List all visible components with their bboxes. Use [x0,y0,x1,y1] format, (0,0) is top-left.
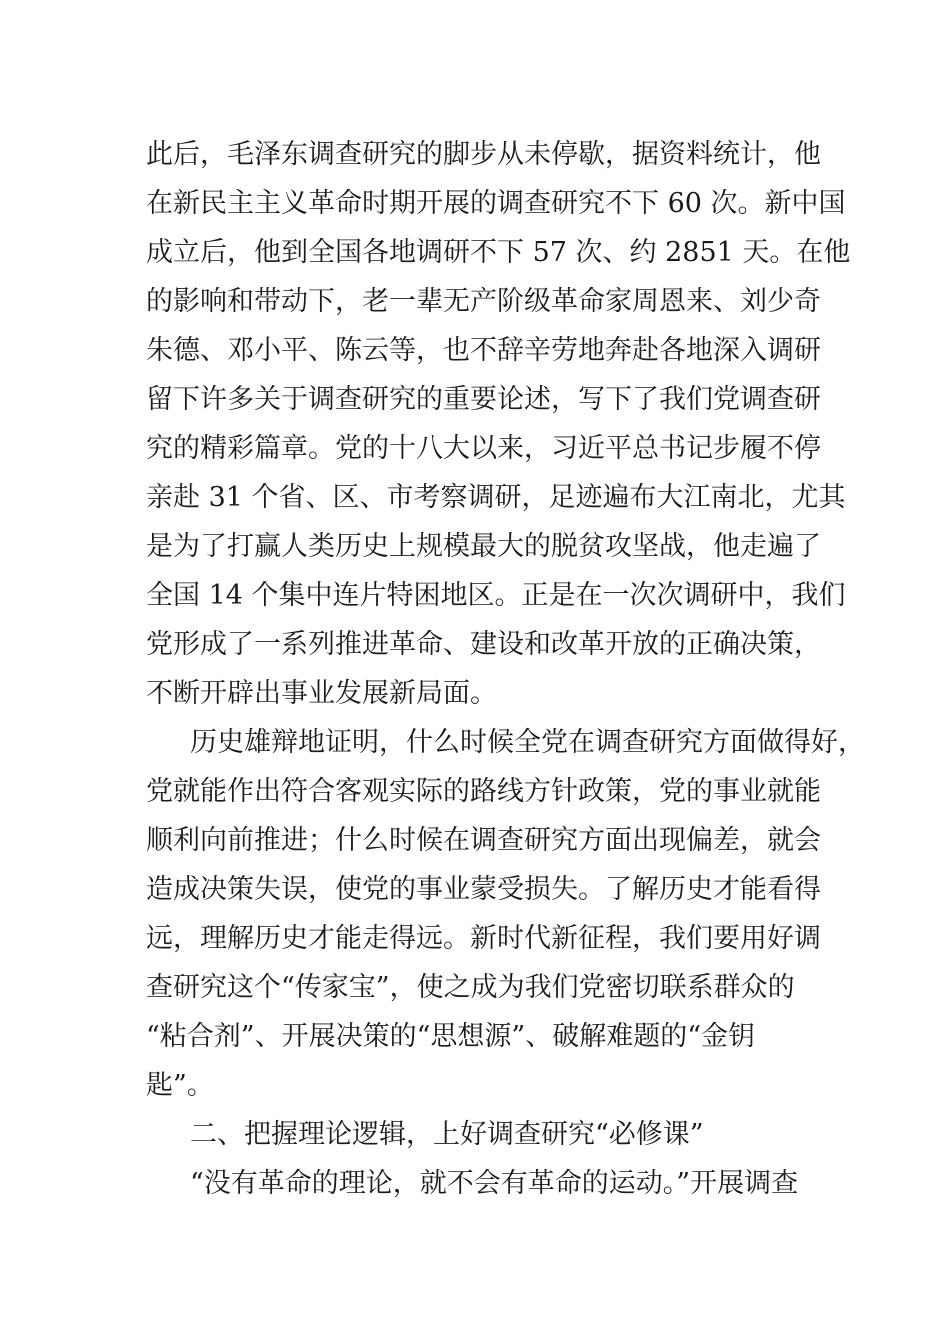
paragraph-1-line-2: 在新民主主义革命时期开展的调查研究不下 60 次。新中国 [146,188,846,219]
paragraph-1-line-12: 不断开辟出事业发展新局面。 [146,678,497,709]
paragraph-2-line-2: 党就能作出符合客观实际的路线方针政策，党的事业就能 [146,776,821,807]
paragraph-1-line-6: 留下许多关于调查研究的重要论述，写下了我们党调查研 [146,384,821,415]
paragraph-1-line-8: 亲赴 31 个省、区、市考察调研，足迹遍布大江南北，尤其 [146,482,846,513]
section-heading: 二、把握理论逻辑，上好调查研究“必修课” [190,1119,704,1150]
paragraph-2-line-5: 远，理解历史才能走得远。新时代新征程，我们要用好调 [146,923,821,954]
paragraph-2-line-6: 查研究这个“传家宝”，使之成为我们党密切联系群众的 [146,972,795,1003]
paragraph-1-line-10: 全国 14 个集中连片特困地区。正是在一次次调研中，我们 [146,580,846,611]
paragraph-2-line-3: 顺利向前推进；什么时候在调查研究方面出现偏差，就会 [146,825,821,856]
paragraph-1-line-11: 党形成了一系列推进革命、建设和改革开放的正确决策， [146,629,821,660]
paragraph-3-line-1: “没有革命的理论，就不会有革命的运动。”开展调查 [190,1168,799,1199]
paragraph-2-line-8: 匙”。 [146,1070,214,1101]
paragraph-2-line-4: 造成决策失误，使党的事业蒙受损失。了解历史才能看得 [146,874,821,905]
paragraph-2-line-7: “粘合剂”、开展决策的“思想源”、破解难题的“金钥 [146,1021,756,1052]
document-body [146,130,865,1208]
paragraph-1-line-3: 成立后，他到全国各地调研不下 57 次、约 2851 天。在他 [146,237,851,268]
paragraph-1-line-5: 朱德、邓小平、陈云等，也不辞辛劳地奔赴各地深入调研 [146,335,821,366]
paragraph-1-line-4: 的影响和带动下，老一辈无产阶级革命家周恩来、刘少奇 [146,286,821,317]
paragraph-2-line-1: 历史雄辩地证明，什么时候全党在调查研究方面做得好， [190,727,865,758]
paragraph-1-line-7: 究的精彩篇章。党的十八大以来，习近平总书记步履不停 [146,433,821,464]
paragraph-1-line-1: 此后，毛泽东调查研究的脚步从未停歇，据资料统计，他 [146,139,821,170]
paragraph-1-line-9: 是为了打赢人类历史上规模最大的脱贫攻坚战，他走遍了 [146,531,821,562]
